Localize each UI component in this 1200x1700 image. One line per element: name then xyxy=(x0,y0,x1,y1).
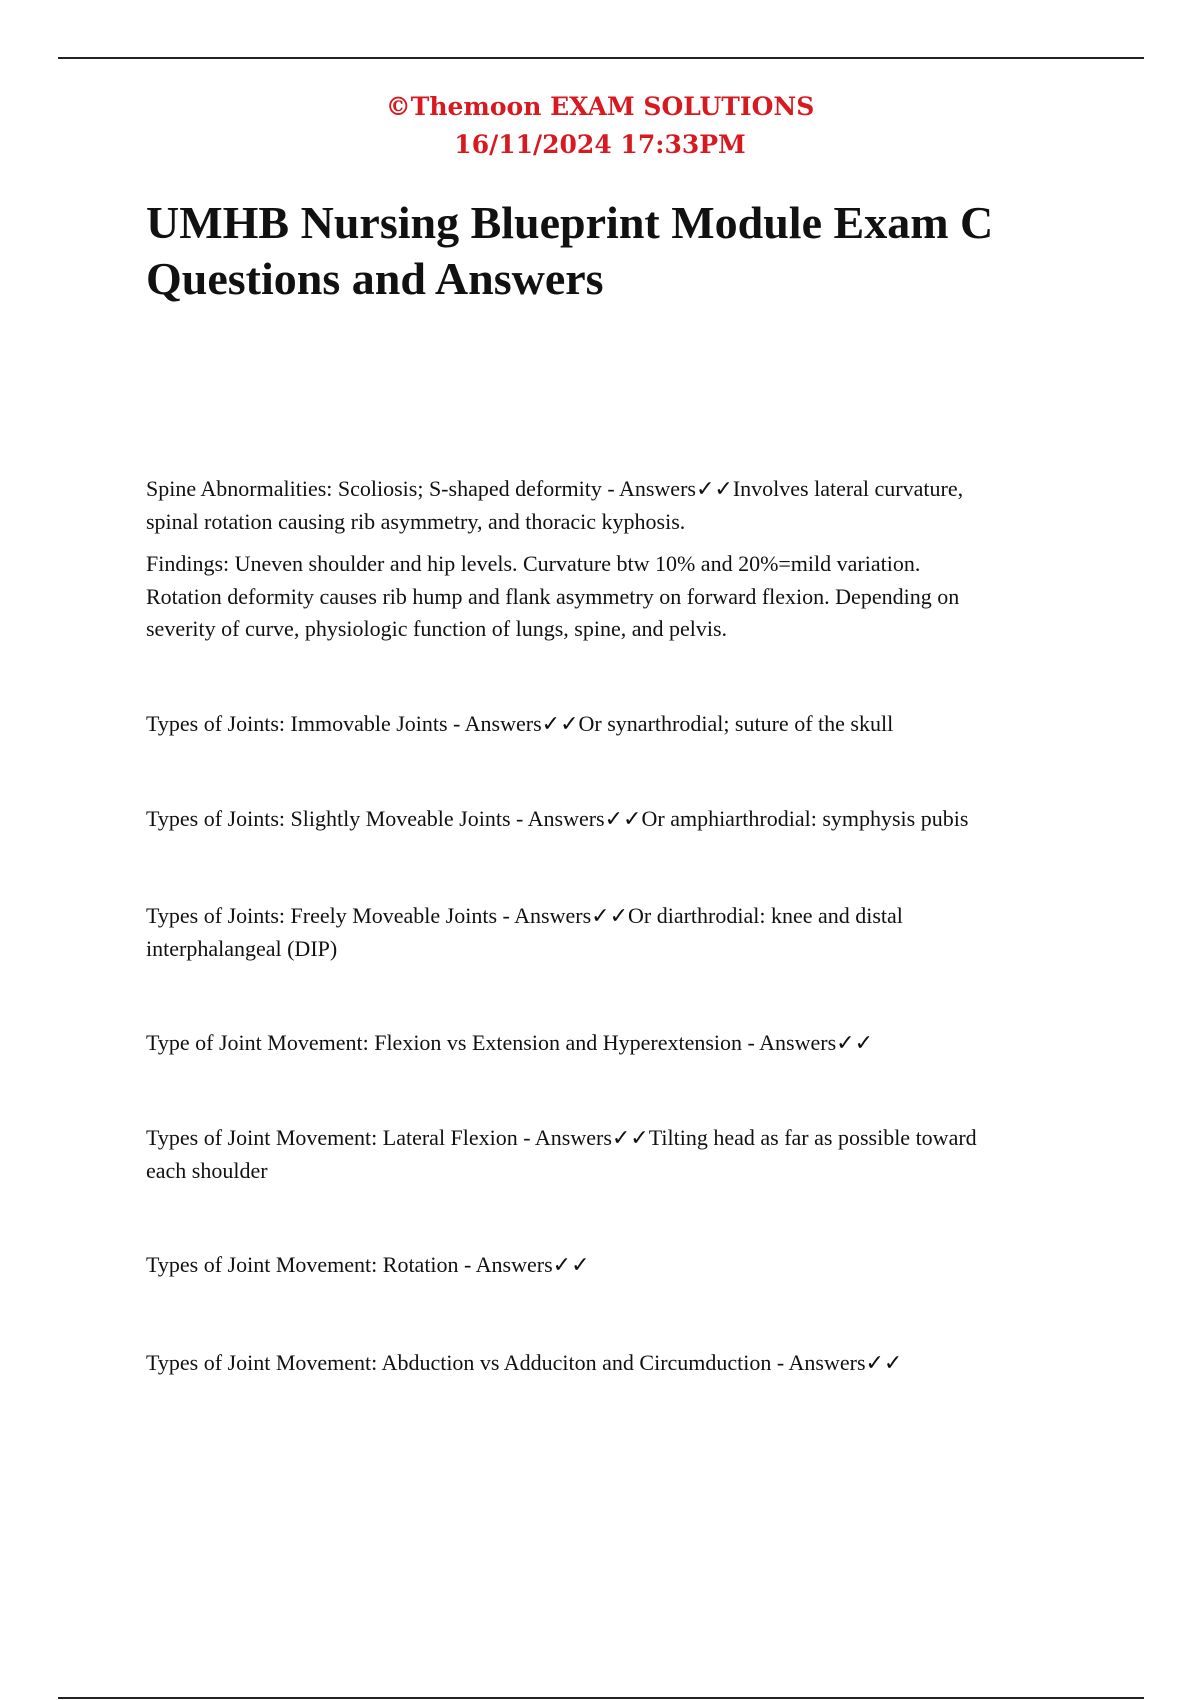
qa-item xyxy=(146,1122,1106,1187)
bottom-rule xyxy=(58,1697,1144,1699)
qa-line: Types of Joints: Freely Moveable Joints - Answers✓✓Or diarthrodial: knee and distal xyxy=(146,903,903,928)
qa-item xyxy=(146,473,1106,538)
document-title-line-1: UMHB Nursing Blueprint Module Exam C xyxy=(146,197,994,248)
qa-line: severity of curve, physiologic function of lungs, spine, and pelvis. xyxy=(146,616,728,642)
watermark-timestamp: 16/11/2024 17:33PM xyxy=(454,130,746,159)
top-rule xyxy=(58,57,1144,59)
qa-line: Findings: Uneven shoulder and hip levels. Curvature btw 10% and 20%=mild variation. xyxy=(146,551,921,576)
qa-item xyxy=(146,1027,1106,1060)
qa-item xyxy=(146,803,1106,836)
qa-line: Types of Joints: Immovable Joints - Answers✓✓Or synarthrodial; suture of the skull xyxy=(146,711,894,736)
qa-line: each shoulder xyxy=(146,1157,268,1183)
qa-item xyxy=(146,548,1106,646)
qa-line: Types of Joint Movement: Abduction vs Adduciton and Circumduction - Answers✓✓ xyxy=(146,1350,903,1375)
qa-line: Type of Joint Movement: Flexion vs Extension and Hyperextension - Answers✓✓ xyxy=(146,1030,874,1055)
qa-item xyxy=(146,900,1106,965)
qa-line: Types of Joints: Slightly Moveable Joints - Answers✓✓Or amphiarthrodial: symphysis pubis xyxy=(146,806,969,831)
qa-item xyxy=(146,708,1106,741)
qa-item xyxy=(146,1249,1106,1282)
watermark-line-1: ©Themoon EXAM SOLUTIONS xyxy=(385,92,815,121)
document-title-line-2: Questions and Answers xyxy=(146,253,604,304)
qa-item xyxy=(146,1347,1106,1380)
qa-line: Rotation deformity causes rib hump and flank asymmetry on forward flexion. Depending on xyxy=(146,583,960,609)
qa-line: Types of Joint Movement: Lateral Flexion - Answers✓✓Tilting head as far as possible toward xyxy=(146,1125,977,1150)
qa-line: Types of Joint Movement: Rotation - Answers✓✓ xyxy=(146,1252,590,1277)
qa-line: interphalangeal (DIP) xyxy=(146,935,338,961)
qa-line: Spine Abnormalities: Scoliosis; S-shaped deformity - Answers✓✓Involves lateral curvature, xyxy=(146,476,964,501)
qa-line: spinal rotation causing rib asymmetry, and thoracic kyphosis. xyxy=(146,508,686,534)
